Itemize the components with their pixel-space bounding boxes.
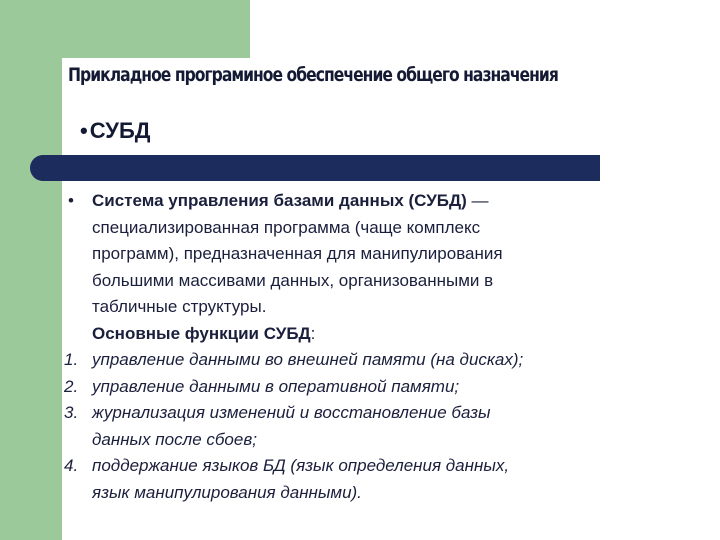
function-text: поддержание языков БД (язык определения данных,	[92, 456, 510, 475]
subheading-text: СУБД	[89, 118, 151, 143]
function-item	[64, 347, 704, 374]
definition-dash: —	[466, 191, 489, 210]
bullet-icon: •	[68, 191, 74, 210]
definition-line-1	[92, 188, 704, 215]
function-number: 2.	[64, 376, 79, 396]
definition-line: специализированная программа (чаще комплекс	[92, 217, 481, 237]
subheading	[80, 118, 150, 144]
slide-title: Прикладное програминое обеспечение общего назначения	[68, 64, 558, 86]
definition-term: Система управления базами данных (СУБД)	[92, 191, 467, 210]
function-number: 3.	[64, 403, 79, 422]
green-side-strip	[0, 178, 62, 540]
function-text: управление данными в оперативной памяти;	[92, 376, 460, 396]
function-item	[64, 374, 704, 401]
functions-heading-text: Основные функции СУБД	[92, 323, 311, 343]
definition-line: программ), предназначенная для манипулирования	[92, 244, 503, 263]
definition-line: табличные структуры.	[92, 297, 267, 316]
definition-line: большими массивами данных, организованными в	[92, 270, 494, 290]
slide-body	[64, 188, 704, 506]
function-text: язык манипулирования данными).	[92, 482, 362, 502]
function-number: 4.	[64, 456, 79, 475]
function-text: данных после сбоев;	[92, 429, 257, 449]
function-text: управление данными во внешней памяти (на дисках);	[92, 350, 524, 369]
functions-heading-row	[64, 321, 704, 348]
subheading-bullet: •	[80, 118, 88, 143]
function-item	[64, 400, 704, 453]
functions-heading	[92, 321, 704, 348]
navy-divider-bar	[30, 155, 600, 181]
function-item	[64, 453, 704, 506]
definition-paragraph	[64, 188, 704, 321]
function-text: журнализация изменений и восстановление базы	[92, 403, 491, 422]
functions-heading-suffix: :	[310, 323, 316, 343]
function-number: 1.	[64, 350, 79, 369]
